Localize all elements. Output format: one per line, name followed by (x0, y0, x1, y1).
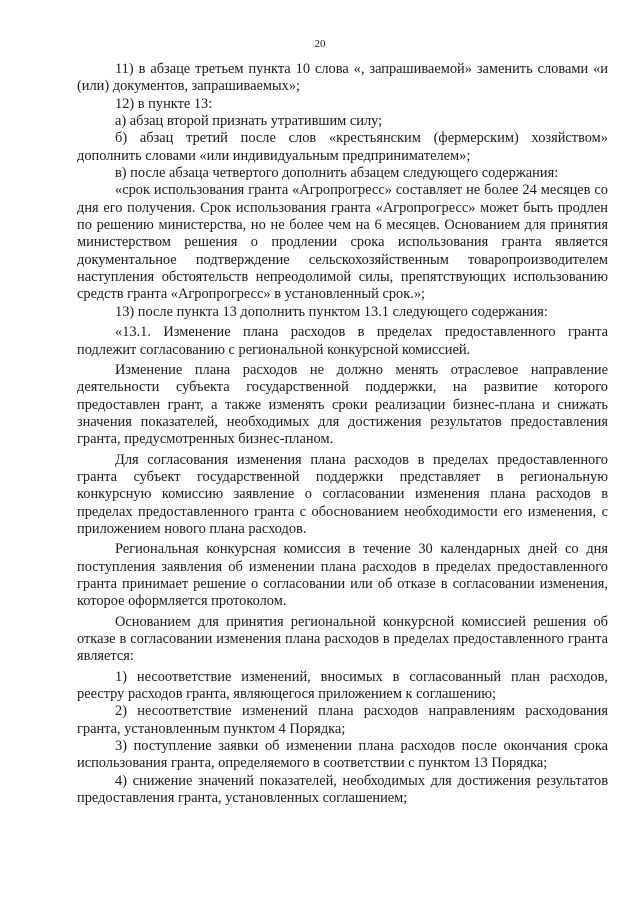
paragraph-ground-3: 3) поступление заявки об изменении плана расходов после окончания срока использования гранта, определяемого в соответствии с пунктом 13 Порядка; (77, 738, 608, 772)
paragraph-clause-13-1: «13.1. Изменение плана расходов в пределах предоставленного гранта подлежит согласованию с региональной конкурсной комиссией. (77, 324, 608, 358)
paragraph-subitem-b: б) абзац третий после слов «крестьянским (фермерским) хозяйством» дополнить словами «или индивидуальным предпринимателем»; (77, 130, 608, 164)
paragraph-refusal-grounds: Основанием для принятия региональной конкурсной комиссией решения об отказе в согласовании изменения плана расходов в пределах предоставленного гранта является: (77, 613, 608, 665)
paragraph-approval-procedure: Для согласования изменения плана расходов в пределах предоставленного гранта субъект государственной поддержки представляет в региональную конкурсную комиссию заявление о согласовании изменения плана расходов в пределах предоставленного гранта с обоснованием необходимости его изменения, с приложением нового плана расходов. (77, 451, 608, 537)
paragraph-grant-term: «срок использования гранта «Агропрогресс» составляет не более 24 месяцев со дня его получения. Срок использования гранта «Агропрогресс» может быть продлен по решению министерства, но не более чем на 6 месяцев. Основанием для принятия министерством решения о продлении срока использования гранта является документальное подтверждение сельскохозяйственным товаропроизводителем наступления обстоятельств непреодолимой силы, препятствующих использованию средств гранта «Агропрогресс» в установленный срок.»; (77, 182, 608, 303)
document-body (77, 61, 608, 807)
paragraph-item-13: 13) после пункта 13 дополнить пунктом 13.1 следующего содержания: (115, 303, 548, 320)
paragraph-subitem-v: в) после абзаца четвертого дополнить абзацем следующего содержания: (115, 165, 559, 182)
paragraph-ground-2: 2) несоответствие изменений плана расходов направлениям расходования гранта, установленным пунктом 4 Порядка; (77, 703, 608, 737)
paragraph-plan-change-limits: Изменение плана расходов не должно менять отраслевое направление деятельности субъекта государственной поддержки, на развитие которого предоставлен грант, а также изменять сроки реализации бизнес-плана и снижать значения показателей, необходимых для достижения результатов предоставления гранта, предусмотренных бизнес-планом. (77, 361, 608, 448)
paragraph-item-12: 12) в пункте 13: (115, 95, 213, 112)
paragraph-commission-decision: Региональная конкурсная комиссия в течение 30 календарных дней со дня поступления заявления об изменении плана расходов в пределах предоставленного гранта принимает решение о согласовании или об отказе в согласовании изменения, которое оформляется протоколом. (77, 541, 608, 610)
paragraph-ground-1: 1) несоответствие изменений, вносимых в согласованный план расходов, реестру расходов гранта, являющегося приложением к соглашению; (77, 668, 608, 703)
paragraph-ground-4: 4) снижение значений показателей, необходимых для достижения результатов предоставления гранта, установленных соглашением; (77, 772, 608, 807)
paragraph-subitem-a: а) абзац второй признать утратившим силу; (115, 113, 383, 130)
paragraph-item-11: 11) в абзаце третьем пункта 10 слова «, запрашиваемой» заменить словами «и (или) документов, запрашиваемых»; (77, 61, 608, 95)
page-number: 20 (314, 38, 326, 50)
